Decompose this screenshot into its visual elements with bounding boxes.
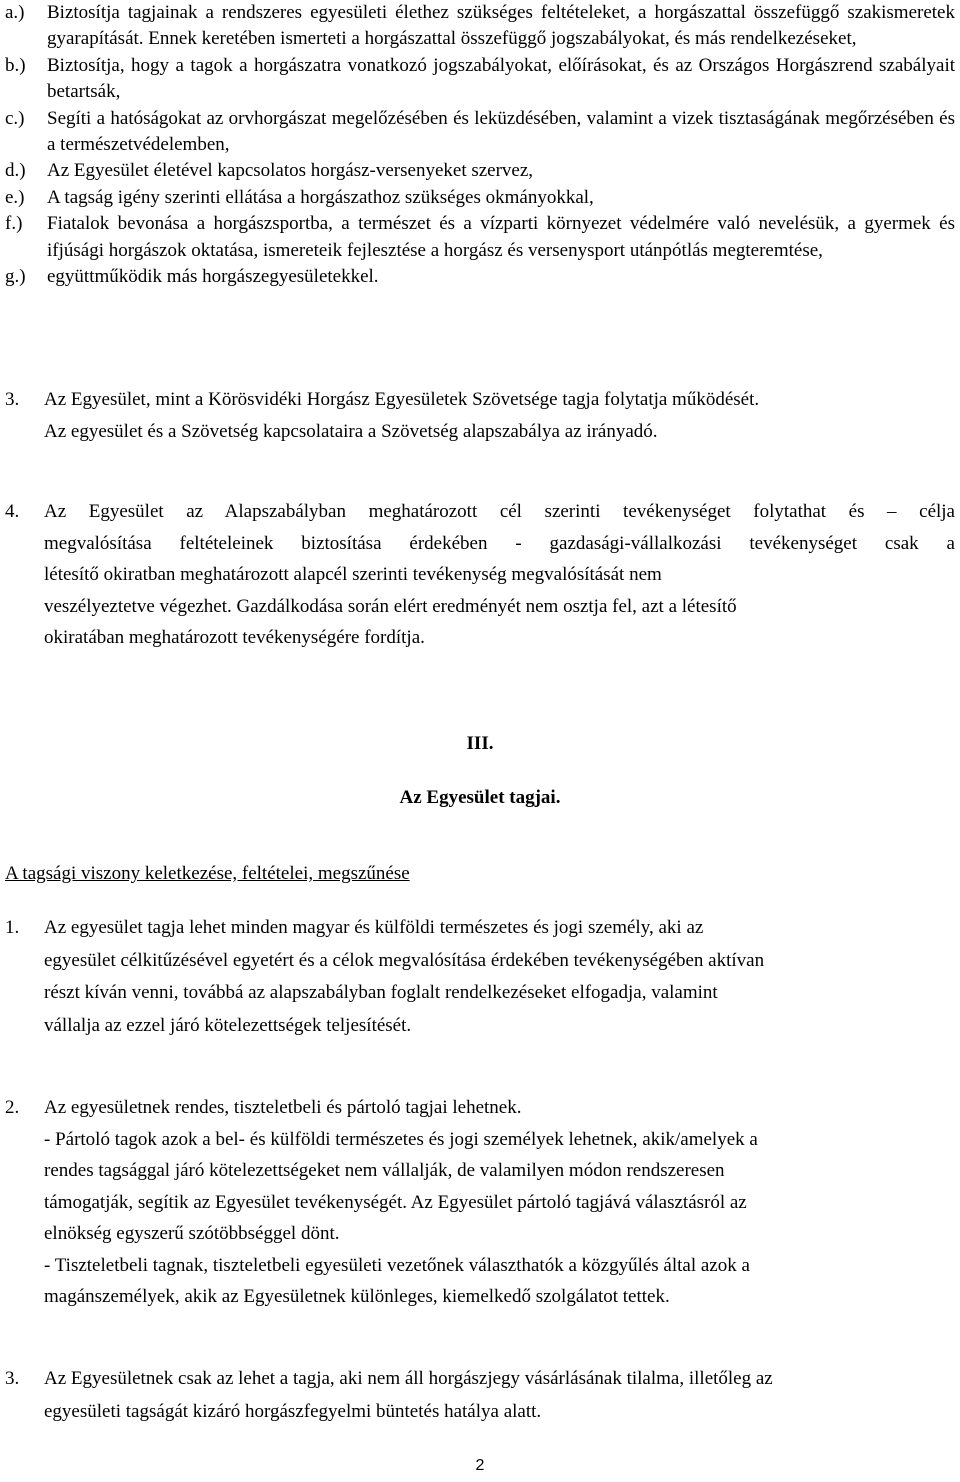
member-point-2 [5,1092,955,1313]
point-3 [5,384,955,448]
list-item [5,264,955,290]
point-body [44,384,955,448]
list-text: együttműködik más horgászegyesületekkel. [47,266,379,288]
list-item [5,106,955,159]
paragraph-line: magánszemélyek, akik az Egyesületnek különleges, kiemelkedő szolgálatot tettek. [44,1286,670,1307]
paragraph-line: egyesületi tagságát kizáró horgászfegyelmi büntetés hatálya alatt. [44,1401,542,1422]
paragraph-line: okiratában meghatározott tevékenységére fordítja. [44,627,425,648]
member-point-1 [5,912,955,1042]
list-text: Biztosítja, hogy a tagok a horgászatra vonatkozó jogszabályokat, előírásokat, és az Országos Horgászrend szabályait betartsák, [47,54,955,103]
paragraph-line: elnökség egyszerű szótöbbséggel dönt. [44,1223,340,1244]
list-item [5,158,955,184]
paragraph-line: egyesület célkitűzésével egyetért és a célok megvalósítása érdekében tevékenységében aktívan [44,949,765,971]
list-item [5,0,955,53]
list-marker: f.) [5,213,23,235]
point-number: 4. [5,501,20,522]
paragraph-line: Az Egyesület az Alapszabályban meghatározott cél szerinti tevékenységet folytathat és – célja [44,501,955,522]
point-number: 1. [5,917,20,938]
paragraph-line: Az egyesület tagja lehet minden magyar és külföldi természetes és jogi személy, aki az [44,917,704,938]
member-point-3 [5,1362,955,1428]
point-number: 2. [5,1097,20,1118]
point-number: 3. [5,389,20,410]
list-item [5,185,955,211]
paragraph-line: részt kíván venni, továbbá az alapszabályban foglalt rendelkezéseket elfogadja, valamint [44,982,718,1003]
paragraph-line: veszélyeztetve végezhet. Gazdálkodása során elért eredményét nem osztja fel, azt a létesítő [44,595,737,617]
paragraph-line: megvalósítása feltételeinek biztosítása érdekében - gazdasági-vállalkozási tevékenységet csak a [44,532,955,554]
list-marker: b.) [5,54,26,76]
list-marker: g.) [5,266,26,288]
paragraph-line: Az egyesületnek rendes, tiszteletbeli és pártoló tagjai lehetnek. [44,1097,522,1118]
list-marker: a.) [5,2,25,23]
list-marker: d.) [5,160,26,182]
paragraph-line: támogatják, segítik az Egyesület tevékenységét. Az Egyesület pártoló tagjává választásról az [44,1191,747,1213]
paragraph-line: - Pártoló tagok azok a bel- és külföldi természetes és jogi személyek lehetnek, akik/amelyek a [44,1128,758,1150]
section-number: III. [466,733,494,754]
list-text: Biztosítja tagjainak a rendszeres egyesületi élethez szükséges feltételeket, a horgászattal összefüggő szakismeretek gyarapítását. Ennek keretében ismerteti a horgászattal összefüggő jogszabályokat, és más rendelkezéseket, [47,2,955,50]
paragraph-line: vállalja az ezzel járó kötelezettségek teljesítését. [44,1014,412,1036]
point-body [44,496,955,654]
paragraph-line: Az Egyesületnek csak az lehet a tagja, aki nem áll horgászjegy vásárlásának tilalma, illetőleg az [44,1368,773,1389]
page-number: 2 [475,1457,485,1474]
paragraph-line: rendes tagsággal járó kötelezettségeket nem vállalják, de valamilyen módon rendszeresen [44,1160,725,1181]
point-4 [5,496,955,654]
list-text: Fiatalok bevonása a horgászsportba, a természet és a vízparti környezet védelmére való nevelésük, a gyermek és ifjúsági horgászok oktatása, ismereteik fejlesztése a horgász és versenysport utánpótlás megteremtése, [47,213,955,261]
paragraph-line: Az egyesület és a Szövetség kapcsolataira a Szövetség alapszabálya az irányadó. [44,421,658,442]
list-marker: c.) [5,107,25,129]
paragraph-line: - Tiszteletbeli tagnak, tiszteletbeli egyesületi vezetőnek választhatók a közgyűlés által azok a [44,1254,750,1276]
list-text: Segíti a hatóságokat az orvhorgászat megelőzésében és leküzdésében, valamint a vizek tisztaságának megőrzésében és a természetvédelemben, [47,107,955,156]
objectives-list [5,0,955,290]
list-marker: e.) [5,186,25,208]
list-text: A tagság igény szerinti ellátása a horgászathoz szükséges okmányokkal, [47,186,594,208]
list-item [5,211,955,264]
list-item [5,53,955,106]
point-body [44,1362,955,1428]
point-body [44,912,955,1042]
list-text: Az Egyesület életével kapcsolatos horgász-versenyeket szervez, [47,160,534,182]
paragraph-line: Az Egyesület, mint a Körösvidéki Horgász Egyesületek Szövetsége tagja folytatja működését. [44,389,760,410]
point-body [44,1092,955,1313]
point-number: 3. [5,1368,20,1389]
subheading: A tagsági viszony keletkezése, feltételei, megszűnése [5,863,410,884]
paragraph-line: létesítő okiratban meghatározott alapcél szerinti tevékenység megvalósítását nem [44,564,662,585]
section-title: Az Egyesület tagjai. [399,787,561,808]
